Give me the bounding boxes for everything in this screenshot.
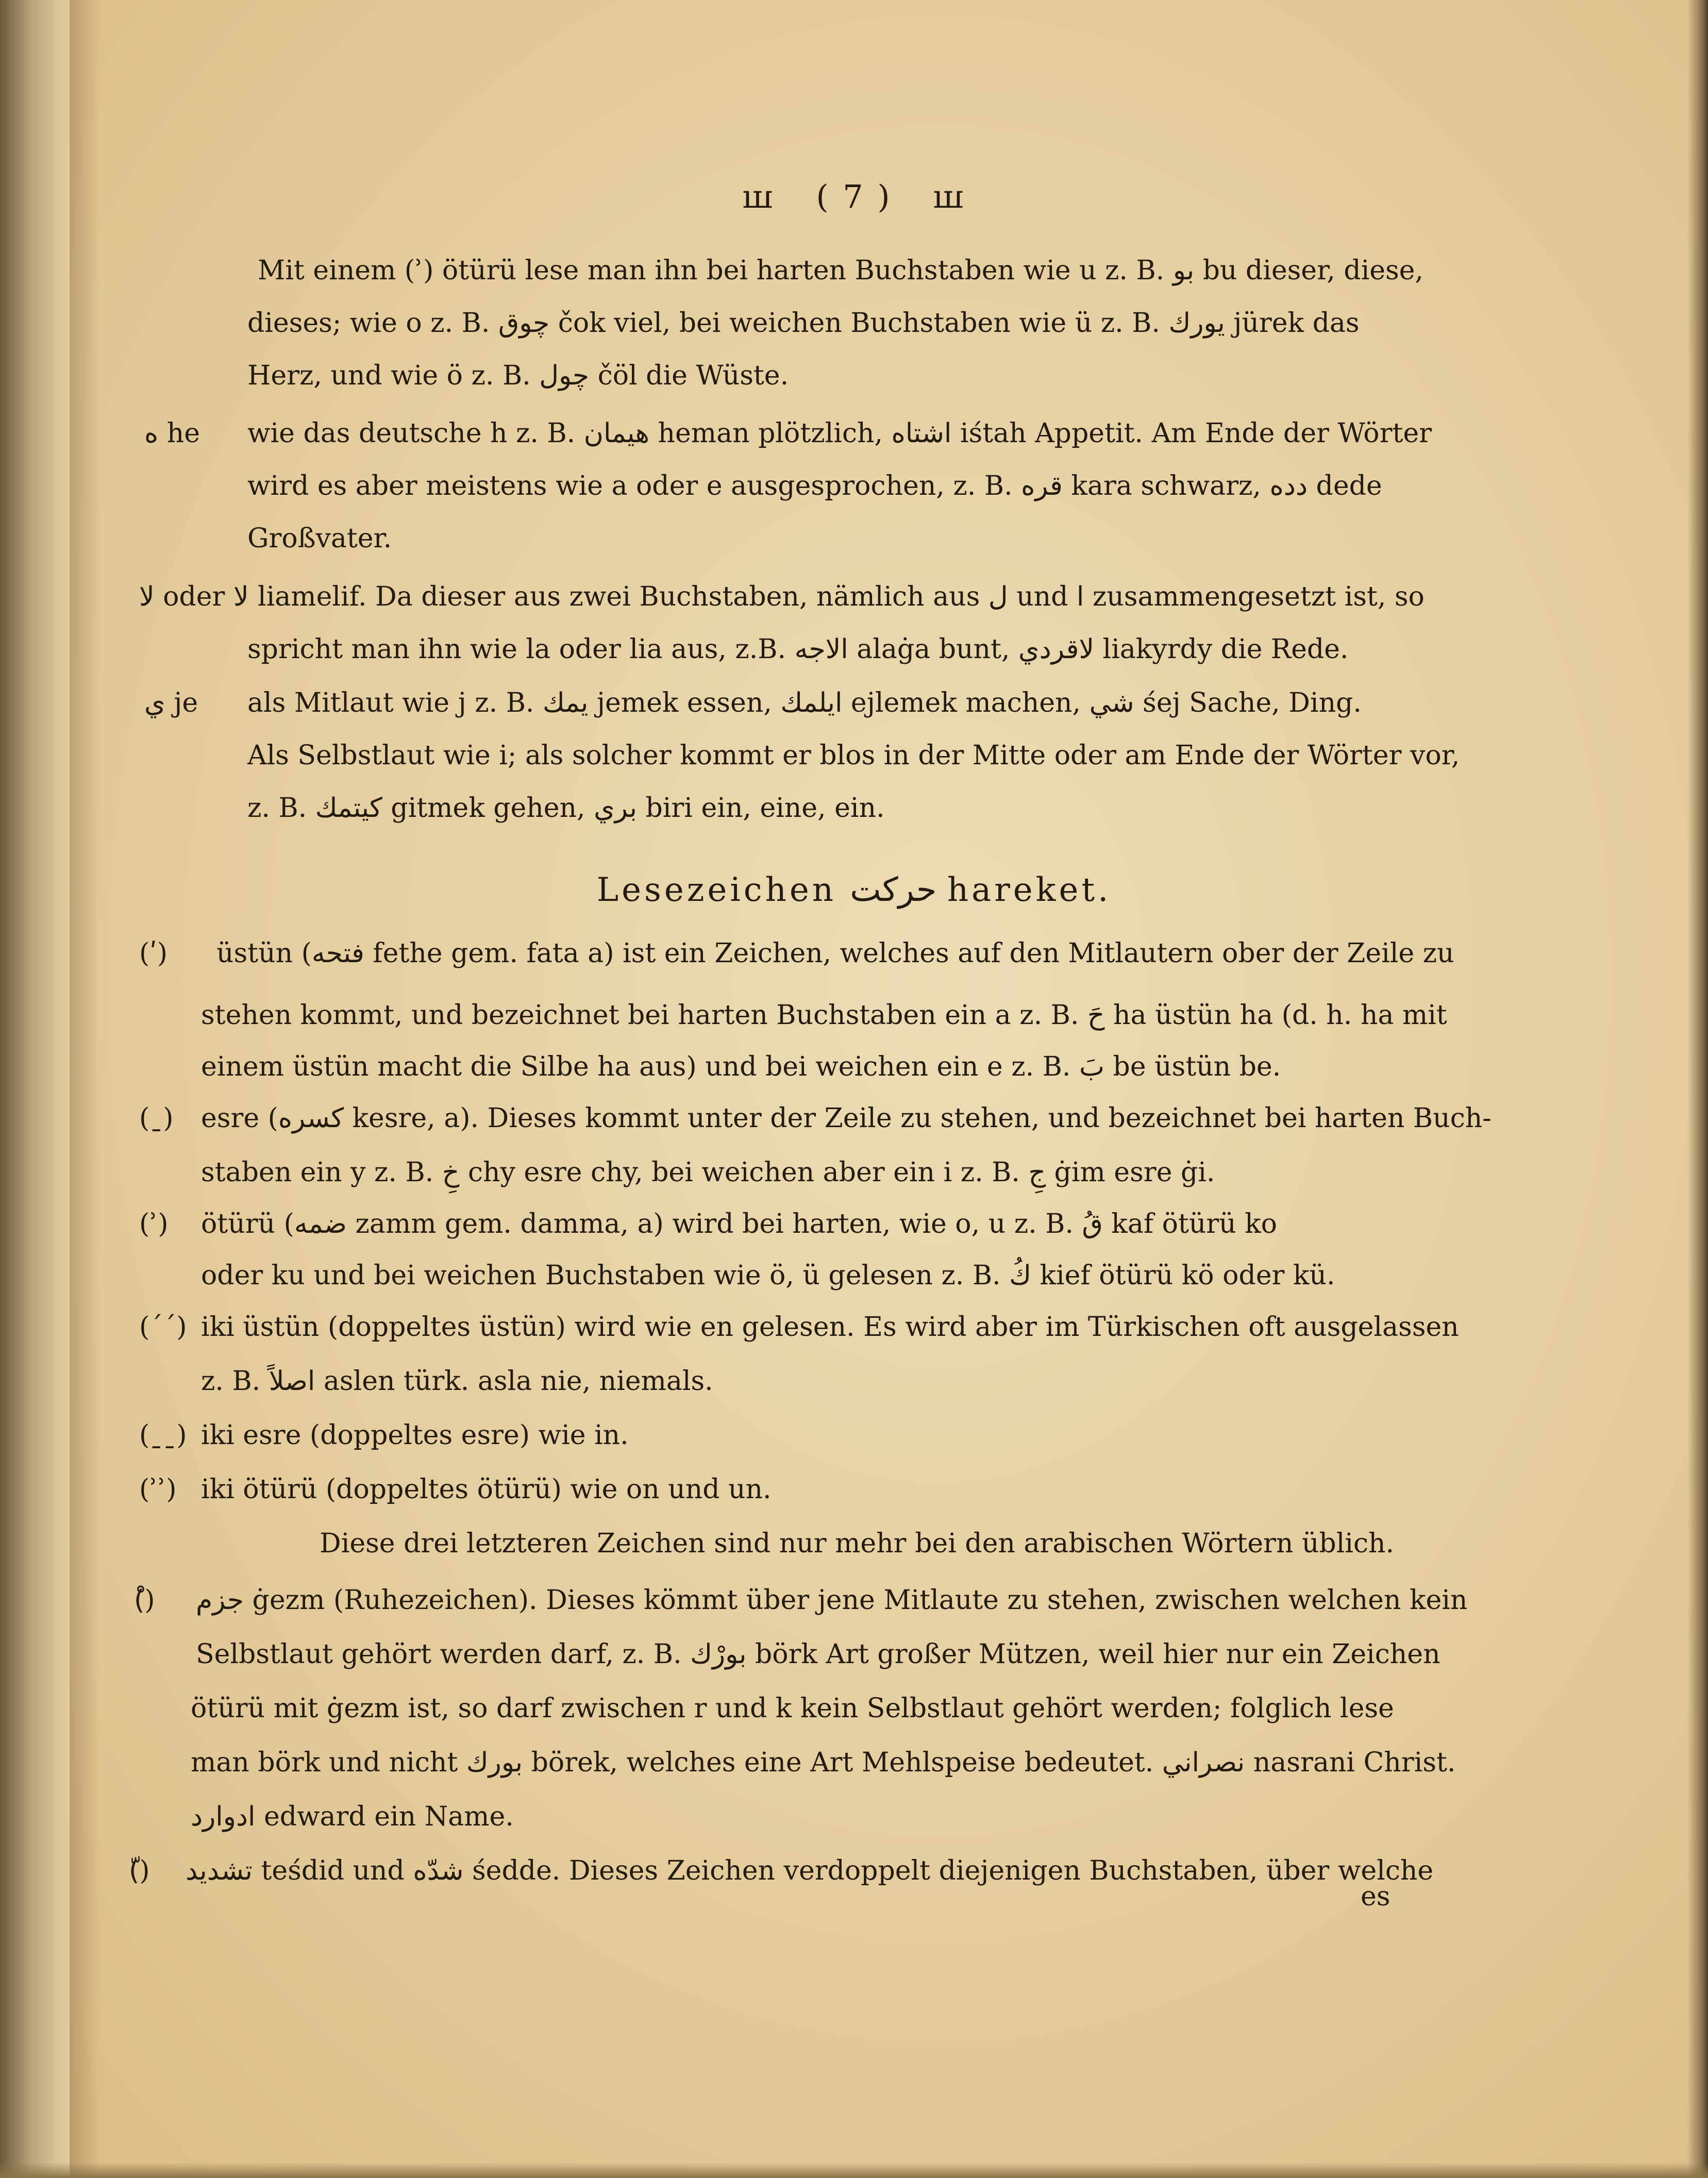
body-line: iki esre (doppeltes esre) wie in. xyxy=(201,1420,629,1451)
body-line: man börk und nicht بورك börek, welches eine Art Mehlspeise bedeutet. نصراني nasrani Christ. xyxy=(191,1747,1456,1778)
page-header xyxy=(0,178,1708,224)
header-ornament-right: ꟺ xyxy=(933,178,966,215)
body-line: iki üstün (doppeltes üstün) wird wie en gelesen. Es wird aber im Türkischen oft ausgelassen xyxy=(201,1312,1459,1343)
body-line: Mit einem (ʾ) ötürü lese man ihn bei harten Buchstaben wie u z. B. بو bu dieser, diese, xyxy=(258,255,1424,286)
sign-marker: (ʹ) xyxy=(139,938,168,969)
sign-marker: (ˍ) xyxy=(139,1103,174,1134)
catchword: es xyxy=(1361,1881,1391,1912)
sign-marker: (ˊˊ) xyxy=(139,1312,187,1343)
body-line: Als Selbstlaut wie i; als solcher kommt er blos in der Mitte oder am Ende der Wörter vor, xyxy=(247,740,1460,771)
body-line: stehen kommt, und bezeichnet bei harten Buchstaben ein a z. B. حَ ha üstün ha (d. h. ha mit xyxy=(201,1000,1447,1031)
letter-marker: لا oder لا xyxy=(139,581,249,612)
body-line: ötürü (ضمه zamm gem. damma, a) wird bei harten, wie o, u z. B. قُ kaf ötürü ko xyxy=(201,1209,1277,1239)
sign-marker: (ʾʾ) xyxy=(139,1474,177,1505)
body-line: iki ötürü (doppeltes ötürü) wie on und un. xyxy=(201,1474,772,1505)
section-heading: Lesezeichen حركت hareket. xyxy=(596,871,1112,909)
book-binding xyxy=(0,0,70,2178)
body-line: Selbstlaut gehört werden darf, z. B. بورْك börk Art großer Mützen, weil hier nur ein Zeichen xyxy=(196,1639,1441,1670)
body-line: oder ku und bei weichen Buchstaben wie ö, ü gelesen z. B. كُ kief ötürü kö oder kü. xyxy=(201,1260,1335,1291)
gutter-shadow xyxy=(70,0,101,2178)
sign-marker: (ْ) xyxy=(134,1585,155,1616)
letter-marker: ه he xyxy=(144,418,200,449)
sign-marker: (ʾ) xyxy=(139,1209,169,1239)
body-line: liamelif. Da dieser aus zwei Buchstaben, nämlich aus ل und ا zusammengesetzt ist, so xyxy=(258,581,1425,612)
body-line: üstün (فتحه fethe gem. fata a) ist ein Zeichen, welches auf den Mitlautern ober der Zeile zu xyxy=(216,938,1454,969)
body-line: ötürü mit ġezm ist, so darf zwischen r und k kein Selbstlaut gehört werden; folglich lese xyxy=(191,1693,1394,1724)
body-line: wird es aber meistens wie a oder e ausgesprochen, z. B. قره kara schwarz, دده dede xyxy=(247,471,1382,501)
body-line: Diese drei letzteren Zeichen sind nur mehr bei den arabischen Wörtern üblich. xyxy=(320,1528,1395,1559)
body-line: esre (كسره kesre, a). Dieses kommt unter der Zeile zu stehen, und bezeichnet bei harten Buch- xyxy=(201,1103,1492,1134)
body-line: Großvater. xyxy=(247,523,392,554)
body-line: Herz, und wie ö z. B. چول čöl die Wüste. xyxy=(247,360,789,391)
body-line: تشديد teśdid und شدّه śedde. Dieses Zeichen verdoppelt diejenigen Buchstaben, über welche xyxy=(186,1855,1434,1886)
body-line: spricht man ihn wie la oder lia aus, z.B. الاجه alaġa bunt, لاقردي liakyrdy die Rede. xyxy=(247,634,1349,665)
body-line: wie das deutsche h z. B. هيمان heman plötzlich, اشتاه iśtah Appetit. Am Ende der Wörter xyxy=(247,418,1432,449)
letter-marker: ي je xyxy=(144,688,198,718)
sign-marker: (ّ) xyxy=(129,1855,150,1886)
body-line: جزم ġezm (Ruhezeichen). Dieses kömmt über jene Mitlaute zu stehen, zwischen welchen kein xyxy=(196,1585,1468,1616)
body-line: als Mitlaut wie j z. B. يمك jemek essen, ايلمك ejlemek machen, شي śej Sache, Ding. xyxy=(247,688,1362,718)
body-line: z. B. اصلاً aslen türk. asla nie, niemals. xyxy=(201,1366,713,1397)
body-line: ادوارد edward ein Name. xyxy=(191,1801,514,1832)
body-line: z. B. كيتمك gitmek gehen, بري biri ein, eine, ein. xyxy=(247,793,885,824)
sign-marker: (ˍˍ) xyxy=(139,1420,187,1451)
body-line: staben ein y z. B. خِ chy esre chy, bei weichen aber ein i z. B. جِ ġim esre ġi. xyxy=(201,1157,1215,1188)
page-bottom-edge xyxy=(0,2163,1708,2178)
page-edge xyxy=(1687,0,1708,2178)
header-ornament-left: ꟺ xyxy=(742,178,775,215)
body-line: einem üstün macht die Silbe ha aus) und bei weichen ein e z. B. بَ be üstün be. xyxy=(201,1051,1281,1082)
body-line: dieses; wie o z. B. چوق čok viel, bei weichen Buchstaben wie ü z. B. يورك jürek das xyxy=(247,308,1360,339)
page-number: ( 7 ) xyxy=(816,178,892,215)
